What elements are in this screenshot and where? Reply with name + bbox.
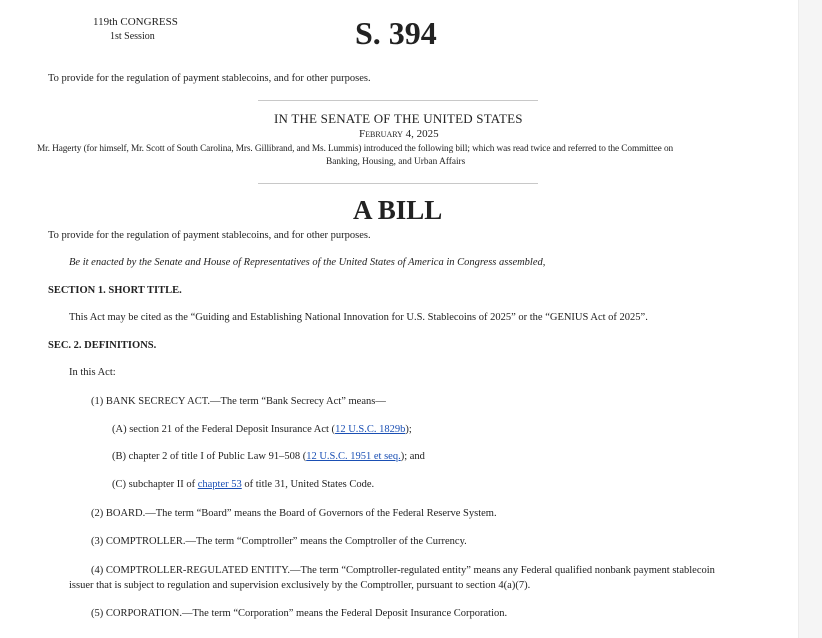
definition-4-text: —The term “Comptroller-regulated entity” means any Federal qualified nonbank payment stablecoin bbox=[290, 565, 715, 576]
definition-3 bbox=[91, 536, 467, 547]
definition-1a-end: ); bbox=[405, 424, 412, 435]
bottom-divider bbox=[258, 183, 538, 184]
definition-2-term: (2) BOARD. bbox=[91, 508, 146, 519]
top-divider bbox=[258, 100, 538, 101]
definition-4 bbox=[91, 565, 715, 576]
bill-title: A BILL bbox=[353, 195, 443, 225]
definition-3-text: —The term “Comptroller” means the Comptroller of the Currency. bbox=[185, 536, 467, 547]
chapter-53-link[interactable]: chapter 53 bbox=[197, 479, 242, 490]
introduction-date: February 4, 2025 bbox=[359, 128, 439, 140]
session-label: 1st Session bbox=[110, 31, 155, 42]
bill-purpose: To provide for the regulation of payment stablecoins, and for other purposes. bbox=[48, 230, 371, 241]
definition-1c-end: of title 31, United States Code. bbox=[241, 479, 375, 490]
definition-1c-text: (C) subchapter II of bbox=[112, 479, 198, 490]
enacting-clause: Be it enacted by the Senate and House of Representatives of the United States of America in Congress assembled, bbox=[69, 257, 546, 268]
definition-1c bbox=[112, 479, 374, 490]
section-1-heading: SECTION 1. SHORT TITLE. bbox=[48, 285, 182, 296]
definition-2-text: —The term “Board” means the Board of Governors of the Federal Reserve System. bbox=[145, 508, 497, 519]
sponsor-line-1: Mr. Hagerty (for himself, Mr. Scott of South Carolina, Mrs. Gillibrand, and Ms. Lummis) introduced the following bill; which was read twice and referred to the Committee on bbox=[37, 144, 674, 154]
definition-1b bbox=[112, 451, 425, 462]
definition-5 bbox=[91, 608, 507, 619]
definition-4-line-2: issuer that is subject to regulation and supervision exclusively by the Comptroller, pursuant to section 4(a)(7). bbox=[69, 580, 531, 591]
definition-1-text: —The term “Bank Secrecy Act” means— bbox=[210, 396, 386, 407]
sponsor-line-2: Banking, Housing, and Urban Affairs bbox=[326, 157, 466, 167]
section-2-heading: SEC. 2. DEFINITIONS. bbox=[48, 340, 157, 351]
definition-2 bbox=[91, 508, 497, 519]
definition-1a bbox=[112, 424, 412, 435]
definition-1b-text: (B) chapter 2 of title I of Public Law 91–508 ( bbox=[112, 451, 307, 462]
section-2-intro: In this Act: bbox=[69, 367, 116, 378]
definition-1-term: (1) BANK SECRECY ACT. bbox=[91, 396, 211, 407]
congress-label: 119th CONGRESS bbox=[93, 16, 178, 28]
definition-1b-end: ); and bbox=[400, 451, 425, 462]
definition-4-term: (4) COMPTROLLER-REGULATED ENTITY. bbox=[91, 565, 290, 576]
definition-5-term: (5) CORPORATION. bbox=[91, 608, 183, 619]
usc-1951-link[interactable]: 12 U.S.C. 1951 et seq. bbox=[306, 451, 401, 462]
definition-3-term: (3) COMPTROLLER. bbox=[91, 536, 186, 547]
right-scroll-gutter[interactable] bbox=[798, 0, 822, 638]
definition-1 bbox=[91, 396, 386, 407]
definition-1a-text: (A) section 21 of the Federal Deposit Insurance Act ( bbox=[112, 424, 336, 435]
bill-number: S. 394 bbox=[355, 15, 437, 51]
usc-1829b-link[interactable]: 12 U.S.C. 1829b bbox=[335, 424, 406, 435]
definition-5-text: —The term “Corporation” means the Federal Deposit Insurance Corporation. bbox=[182, 608, 508, 619]
senate-chamber: IN THE SENATE OF THE UNITED STATES bbox=[274, 111, 523, 126]
purpose-top: To provide for the regulation of payment stablecoins, and for other purposes. bbox=[48, 73, 371, 84]
section-1-text: This Act may be cited as the “Guiding and Establishing National Innovation for U.S. Stablecoins of 2025” or the “GENIUS Act of 2025”. bbox=[69, 312, 648, 323]
